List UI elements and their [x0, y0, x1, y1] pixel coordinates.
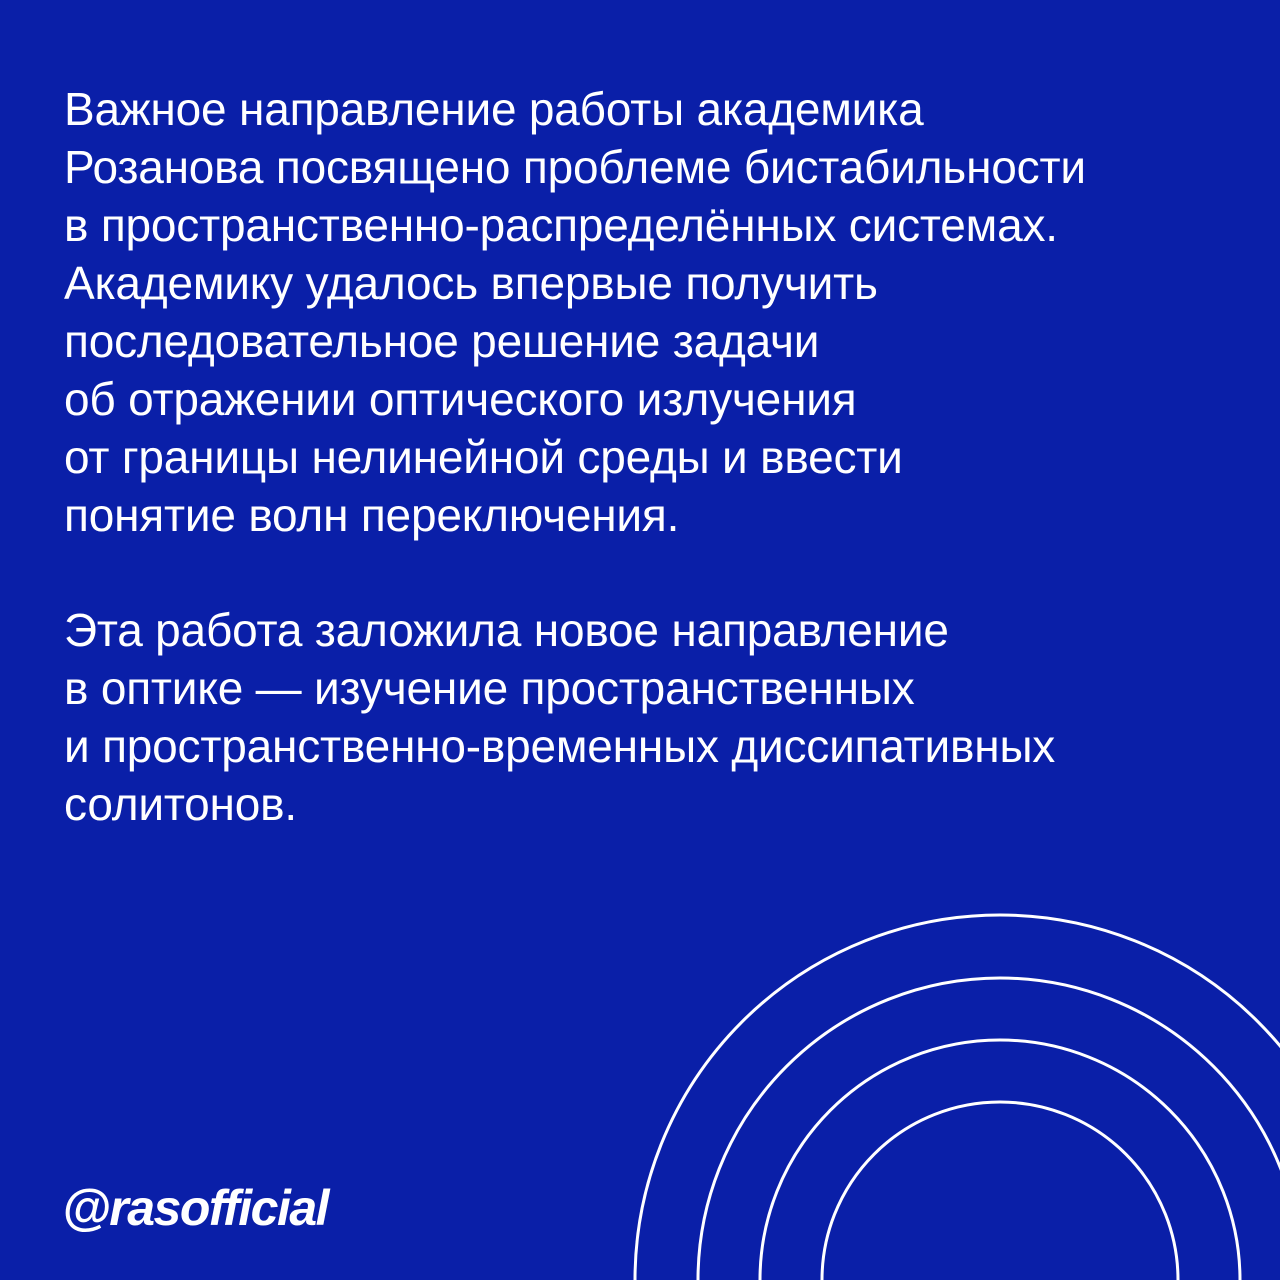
social-handle: @rasofficial: [62, 1180, 329, 1236]
paragraph-line: Эта работа заложила новое направление: [64, 604, 949, 656]
paragraph-line: от границы нелинейной среды и ввести: [64, 431, 903, 483]
paragraph-line: последовательное решение задачи: [64, 315, 820, 367]
arc-second: [698, 978, 1280, 1280]
arc-third: [760, 1040, 1240, 1280]
paragraph-line: Важное направление работы академика: [64, 83, 924, 135]
paragraph-line: понятие волн переключения.: [64, 489, 680, 541]
paragraph-line: Розанова посвящено проблеме бистабильности: [64, 141, 1086, 193]
paragraph-line: солитонов.: [64, 778, 297, 830]
paragraph-line: в оптике — изучение пространственных: [64, 662, 915, 714]
paragraph-line: Академику удалось впервые получить: [64, 257, 878, 309]
paragraph-line: и пространственно-временных диссипативных: [64, 720, 1056, 772]
arc-inner: [822, 1102, 1178, 1280]
paragraph-line: в пространственно-распределённых системах.: [64, 199, 1058, 251]
paragraph-line: об отражении оптического излучения: [64, 373, 857, 425]
arc-outer: [635, 915, 1280, 1280]
